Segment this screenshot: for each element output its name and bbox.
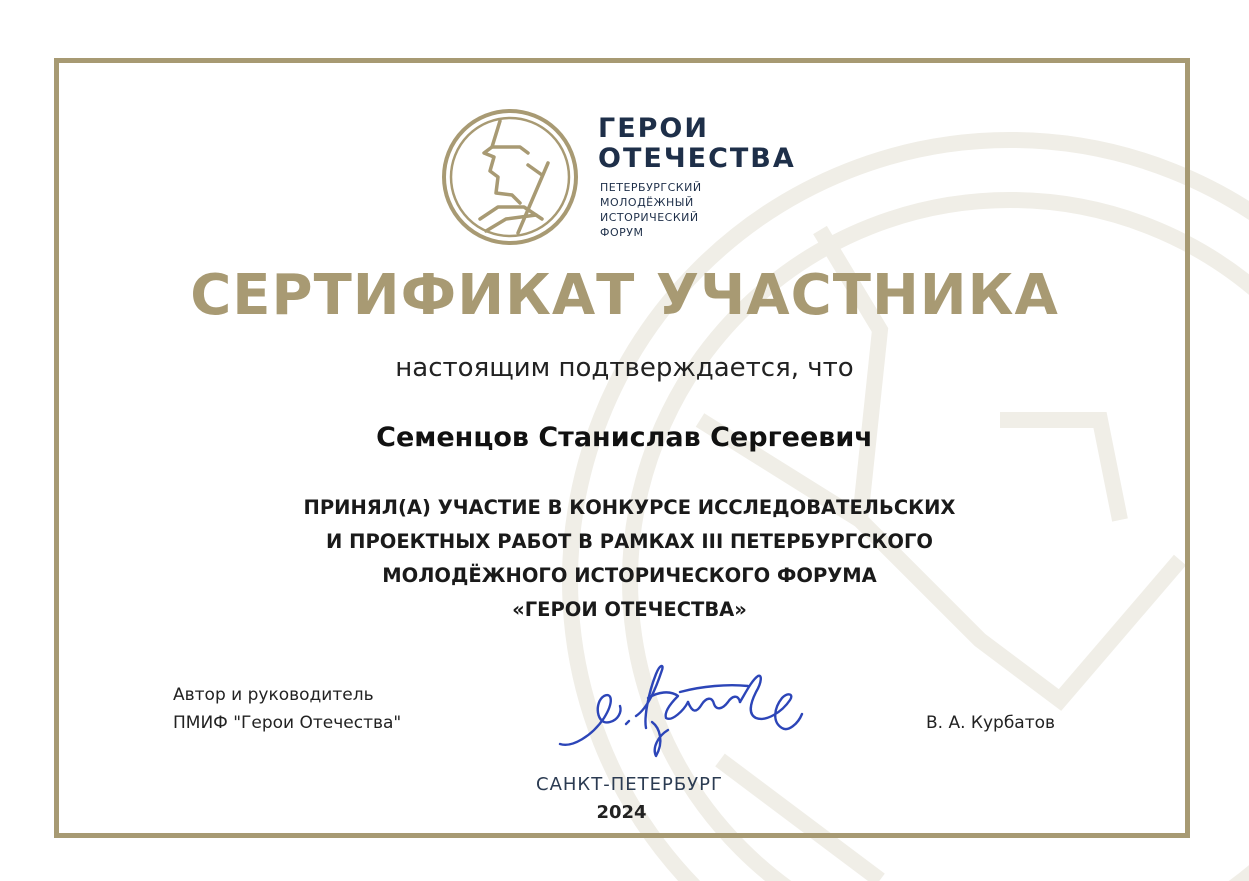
statement-line: «ГЕРОИ ОТЕЧЕСТВА» bbox=[512, 598, 747, 621]
statement-line: ПРИНЯЛ(А) УЧАСТИЕ В КОНКУРСЕ ИССЛЕДОВАТЕЛЬСКИХ bbox=[303, 496, 956, 519]
confirmation-text: настоящим подтверждается, что bbox=[395, 353, 854, 383]
signer-role-line-1: Автор и руководитель bbox=[173, 685, 374, 705]
logo-subtitle-line: МОЛОДЁЖНЫЙ bbox=[600, 196, 694, 209]
statement-line: И ПРОЕКТНЫХ РАБОТ В РАМКАХ III ПЕТЕРБУРГСКОГО bbox=[326, 530, 933, 553]
logo-title-line-1: ГЕРОИ bbox=[598, 113, 709, 144]
city-label: САНКТ-ПЕТЕРБУРГ bbox=[536, 774, 723, 795]
logo-subtitle-line: ФОРУМ bbox=[600, 226, 644, 239]
year-label: 2024 bbox=[596, 802, 647, 823]
logo-subtitle-line: ИСТОРИЧЕСКИЙ bbox=[600, 211, 699, 224]
recipient-name: Семенцов Станислав Сергеевич bbox=[376, 422, 873, 453]
logo-title-line-2: ОТЕЧЕСТВА bbox=[598, 143, 796, 174]
soldier-profile-emblem-icon bbox=[440, 107, 580, 247]
logo-subtitle-line: ПЕТЕРБУРГСКИЙ bbox=[600, 181, 702, 194]
signer-role-line-2: ПМИФ "Герои Отечества" bbox=[173, 713, 402, 733]
certificate-title: СЕРТИФИКАТ УЧАСТНИКА bbox=[190, 263, 1059, 328]
participation-statement bbox=[0, 491, 1249, 627]
handwritten-signature-icon bbox=[552, 652, 812, 762]
signer-name: В. А. Курбатов bbox=[926, 713, 1056, 733]
statement-line: МОЛОДЁЖНОГО ИСТОРИЧЕСКОГО ФОРУМА bbox=[382, 564, 877, 587]
